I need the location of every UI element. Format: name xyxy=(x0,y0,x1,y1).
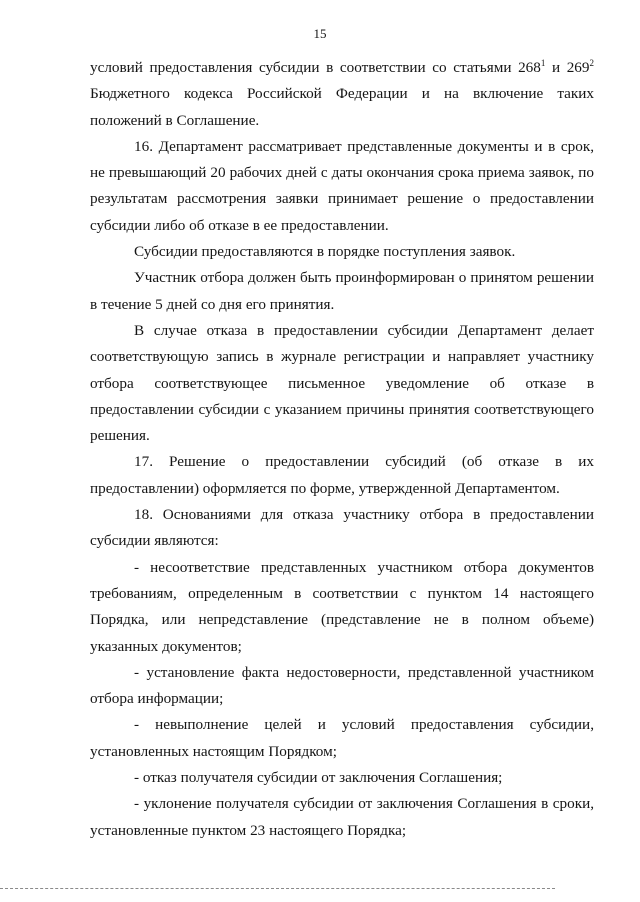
list-item: - несоответствие представленных участником отбора документов требованиям, определенным в соответствии с пунктом 14 настоящего Порядка, или непредставление (представление не в полном объеме) указанных документов; xyxy=(90,558,594,655)
list-item: - невыполнение целей и условий предоставления субсидии, установленных настоящим Порядком; xyxy=(90,716,594,760)
superscript: 2 xyxy=(589,58,594,68)
paragraph-text-part: и 269 xyxy=(545,59,590,76)
list-item: - установление факта недостоверности, представленной участником отбора информации; xyxy=(90,663,594,708)
paragraph-continuation xyxy=(90,55,594,134)
paragraph-text-part: условий предоставления субсидии в соответствии со статьями 268 xyxy=(90,59,541,76)
superscript: 1 xyxy=(540,58,546,68)
list-item: - отказ получателя субсидии от заключения Соглашения; xyxy=(134,769,503,787)
paragraph-item-17: 17. Решение о предоставлении субсидий (об отказе в их предоставлении) оформляется по форме, утвержденной Департаментом. xyxy=(90,453,594,497)
paragraph: Субсидии предоставляются в порядке поступления заявок. xyxy=(134,243,516,261)
paragraph: Участник отбора должен быть проинформирован о принятом решении в течение 5 дней со дня его принятия. xyxy=(90,269,594,313)
paragraph-text-part: Бюджетного кодекса Российской Федерации и на включение таких положений в Соглашение. xyxy=(90,85,594,129)
paragraph: В случае отказа в предоставлении субсидии Департамент делает соответствующую запись в журнале регистрации и направляет участнику отбора соответствующее письменное уведомление об отказе в предоставлении субсидии с указанием причины принятия соответствующего решения. xyxy=(90,321,594,445)
paragraph-item-18: 18. Основаниями для отказа участнику отбора в предоставлении субсидии являются: xyxy=(90,506,594,550)
page-number: 15 xyxy=(313,26,327,41)
list-item: - уклонение получателя субсидии от заключения Соглашения в сроки, установленные пунктом 23 настоящего Порядка; xyxy=(90,795,594,839)
bottom-divider xyxy=(0,888,555,889)
paragraph-item-16: 16. Департамент рассматривает представленные документы и в срок, не превышающий 20 рабочих дней с даты окончания срока приема заявок, по результатам рассмотрения заявки принимает решение о предоставлении субсидии либо об отказе в ее предоставлении. xyxy=(90,137,594,234)
document-body xyxy=(90,55,594,844)
